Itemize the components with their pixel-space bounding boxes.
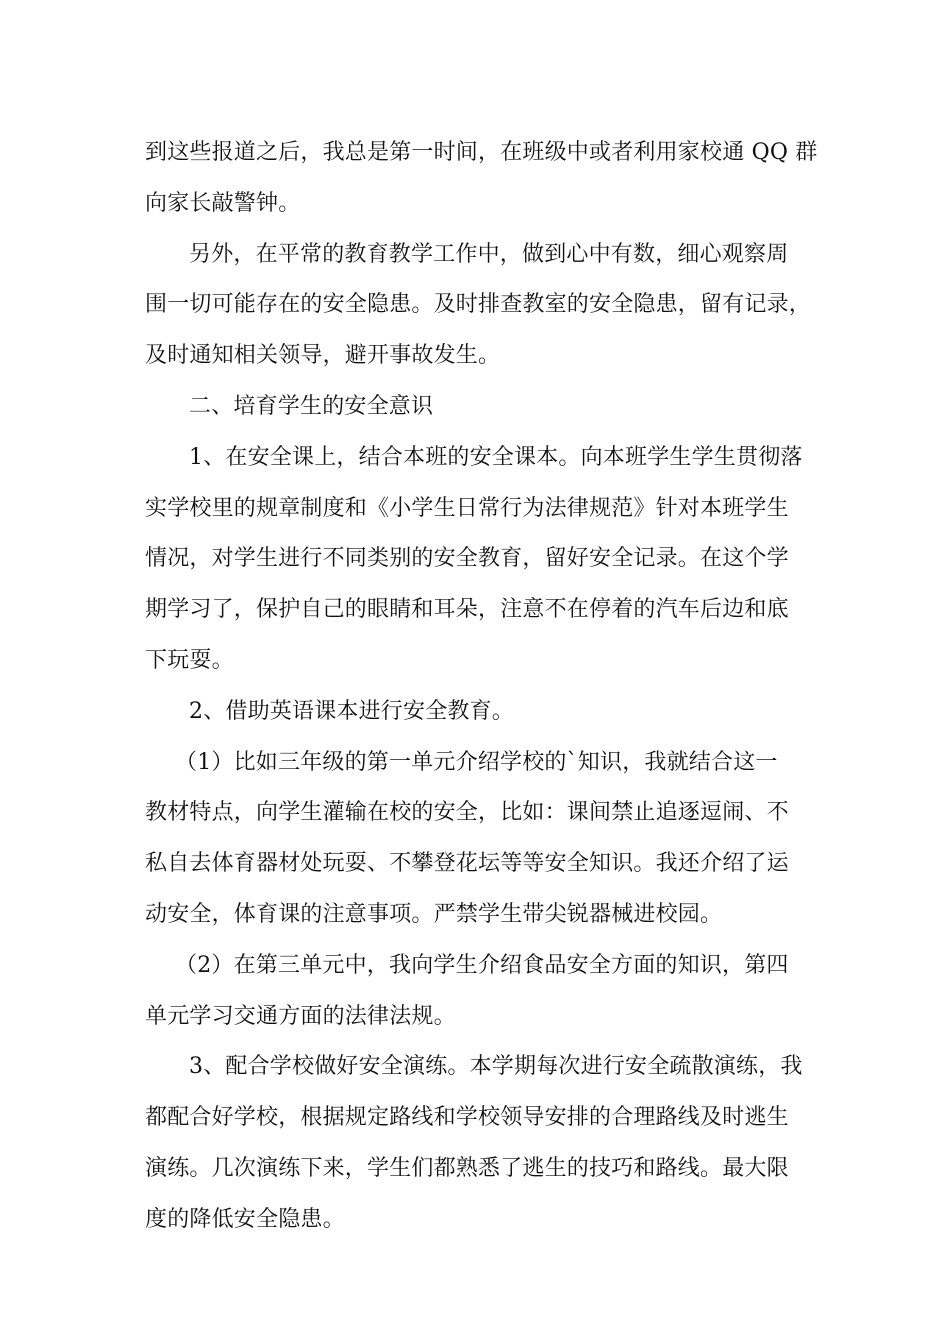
- text-line: 向家长敲警钟。: [145, 190, 301, 216]
- paragraph-item-3: [145, 1042, 835, 1245]
- text-line: 另外，在平常的教育教学工作中，做到心中有数，细心观察周: [189, 241, 789, 267]
- text-line: 情况，对学生进行不同类别的安全教育，留好安全记录。在这个学: [145, 546, 789, 572]
- section-heading: [145, 382, 835, 433]
- paragraph-subitem-2: [145, 941, 835, 1043]
- text-line: 动安全，体育课的注意事项。严禁学生带尖锐器械进校园。: [145, 901, 723, 927]
- text-line: 围一切可能存在的安全隐患。及时排查教室的安全隐患，留有记录，: [145, 292, 812, 318]
- text-line: 私自去体育器材处玩耍、不攀登花坛等等安全知识。我还介绍了运: [145, 851, 789, 877]
- text-line: 单元学习交通方面的法律法规。: [145, 1003, 456, 1029]
- paragraph-continuation: [145, 128, 835, 230]
- text-line: （1）比如三年级的第一单元介绍学校的`知识，我就结合这一: [175, 749, 778, 775]
- paragraph-subitem-1: [145, 738, 835, 941]
- text-line: 教材特点，向学生灌输在校的安全，比如：课间禁止追逐逗闹、不: [145, 800, 789, 826]
- text-line: 2、借助英语课本进行安全教育。: [189, 698, 514, 724]
- paragraph-hazard-check: [145, 230, 835, 382]
- text-line: 都配合好学校，根据规定路线和学校领导安排的合理路线及时逃生: [145, 1105, 789, 1131]
- text-line: 演练。几次演练下来，学生们都熟悉了逃生的技巧和路线。最大限: [145, 1155, 789, 1181]
- text-line: 及时通知相关领导，避开事故发生。: [145, 343, 501, 369]
- text-line: 下玩耍。: [145, 647, 234, 673]
- text-line: （2）在第三单元中，我向学生介绍食品安全方面的知识，第四: [175, 952, 789, 978]
- text-line: 实学校里的规章制度和《小学生日常行为法律规范》针对本班学生: [145, 495, 789, 521]
- document-body: [145, 128, 835, 1246]
- text-line: 1、在安全课上，结合本班的安全课本。向本班学生学生贯彻落: [189, 444, 803, 470]
- paragraph-item-2: [145, 687, 835, 738]
- text-line: 度的降低安全隐患。: [145, 1206, 345, 1232]
- text-line: 3、配合学校做好安全演练。本学期每次进行安全疏散演练，我: [189, 1054, 803, 1080]
- paragraph-item-1: [145, 433, 835, 687]
- heading-line: 二、培育学生的安全意识: [189, 393, 434, 419]
- text-line: 到这些报道之后，我总是第一时间，在班级中或者利用家校通 QQ 群: [145, 140, 818, 165]
- text-line: 期学习了，保护自己的眼睛和耳朵，注意不在停着的汽车后边和底: [145, 597, 789, 623]
